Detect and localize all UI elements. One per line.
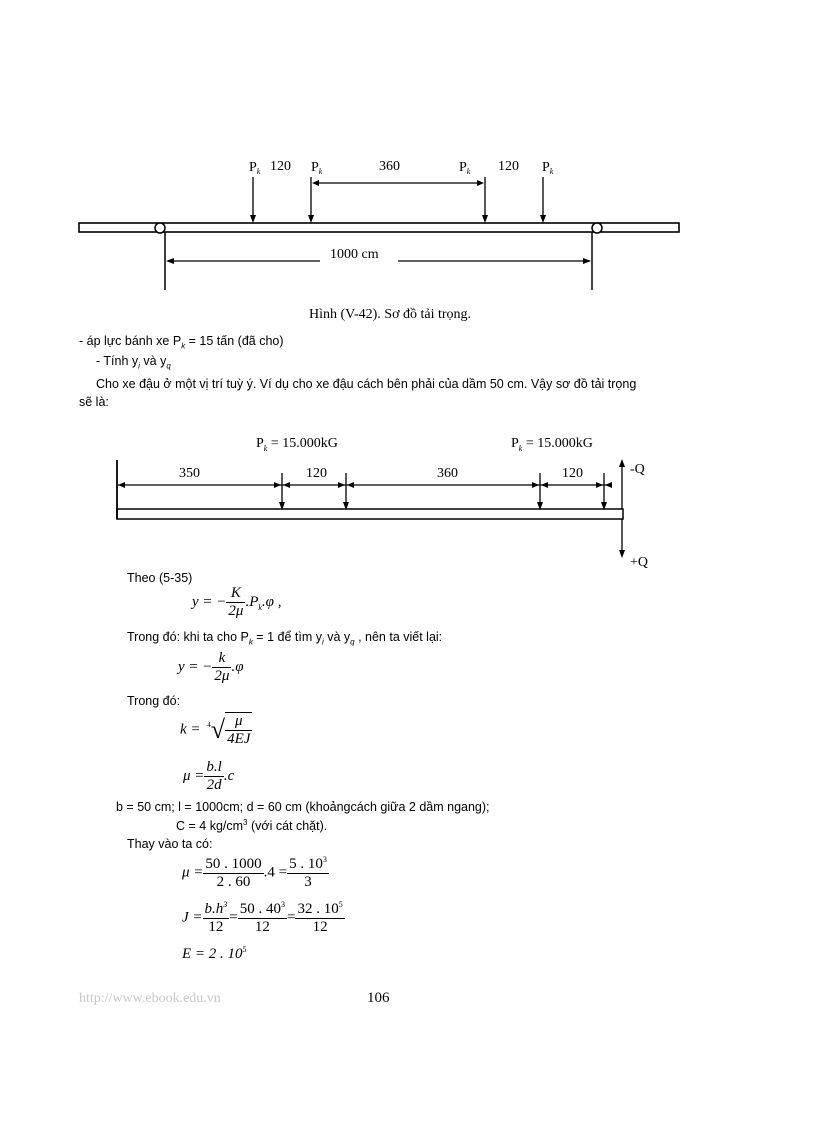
arrow-head [605,482,612,488]
trong-do-label: Trong đó: [127,694,181,708]
pos-q-label: +Q [630,555,649,570]
load-label: $P_k$ [249,160,261,176]
equation-y-full: y = − $\frac{K}{2\mu}$ $.P_k.\varphi$ , [192,585,282,619]
load-label: $P_k$ [311,160,323,176]
beam [79,223,679,232]
spacing-label: 360 [437,466,458,481]
beam [117,509,623,519]
page-number: 106 [367,990,390,1006]
equation-mu: μ = $\frac{b.l}{2d}$ .c [183,759,235,793]
figure-vehicle-position [0,425,816,575]
arrow-head [347,482,354,488]
params-line: C = 4 $kg/cm^3$ (với cát chặt). [176,818,328,834]
load-arrow [308,177,314,223]
load-arrow [343,473,349,510]
arrow-head [338,482,345,488]
spacing-label: 360 [379,159,400,174]
spacing-label: 120 [562,466,583,481]
arrow-head [312,180,319,186]
params-line: b = 50 cm; l = 1000cm; d = 60 cm (khoảngcách giữa 2 dầm ngang); [116,800,490,814]
spacing-label: 350 [179,466,200,481]
arrow-head [118,482,125,488]
arrow-head [596,482,603,488]
right-support [592,223,602,233]
span-label: 1000 cm [330,247,379,262]
footer-url[interactable]: http://www.ebook.edu.vn [79,991,221,1006]
load-label: $P_k$ [459,160,471,176]
paragraph-line: sẽ là: [79,395,109,409]
paragraph-line: Cho xe đậu ở một vị trí tuỳ ý. Ví dụ cho xe đậu cách bên phải của dầm 50 cm. Vậy sơ đồ tải trọng [96,377,637,391]
line-compute-y: - Tính $y_i$ và $y_q$ [96,354,171,371]
trong-do-line: Trong đó: khi ta cho $P_k = 1$ để tìm $y_i$ và $y_q$ , nên ta viết lại: [127,630,443,647]
equation-y-unit: y = − $\frac{k}{2\mu}$ .φ [178,650,244,684]
load-label: $P_k$ [542,160,554,176]
load-label: $P_k = 15.000kG$ [511,436,593,453]
theo-label: Theo (5-35) [127,571,193,585]
arrow-head [283,482,290,488]
load-arrow [482,177,488,223]
figure-caption: Hình (V-42). Sơ đồ tải trọng. [309,307,472,322]
thay-vao-label: Thay vào ta có: [127,837,213,851]
arrow-head [583,258,591,264]
load-arrow [537,473,543,510]
equation-k: k = $^4$√ $\frac{\mu}{4EJ}$ [180,713,251,747]
equation-mu-value: μ = $\frac{50 . 1000}{2 . 60}$ .4 = $\frac{5 . 10^3}{3}$ [182,855,327,890]
arrow-head [532,482,539,488]
equation-e: E = 2 . $10^5$ [182,945,247,962]
left-support [155,223,165,233]
shear-arrow-up [619,459,625,509]
line-wheel-pressure: - áp lực bánh xe $P_k = 15$ tấn (đã cho) [79,334,284,351]
load-arrow [279,473,285,510]
load-arrow [540,177,546,223]
load-arrow [250,177,256,223]
spacing-label: 120 [270,159,291,174]
arrow-head [541,482,548,488]
load-label: $P_k = 15.000kG$ [256,436,338,453]
arrow-head [477,180,484,186]
equation-j: J = $\frac{b.h^3}{12}$ = $\frac{50 . 40^3}{12}$ = $\frac{32 . 10^5}{12}$ [182,900,343,935]
figure-load-diagram [0,0,816,330]
arrow-head [166,258,174,264]
load-arrow [601,473,607,510]
spacing-label: 120 [306,466,327,481]
neg-q-label: -Q [630,462,645,477]
shear-arrow-down [619,519,625,558]
arrow-head [274,482,281,488]
spacing-label: 120 [498,159,519,174]
